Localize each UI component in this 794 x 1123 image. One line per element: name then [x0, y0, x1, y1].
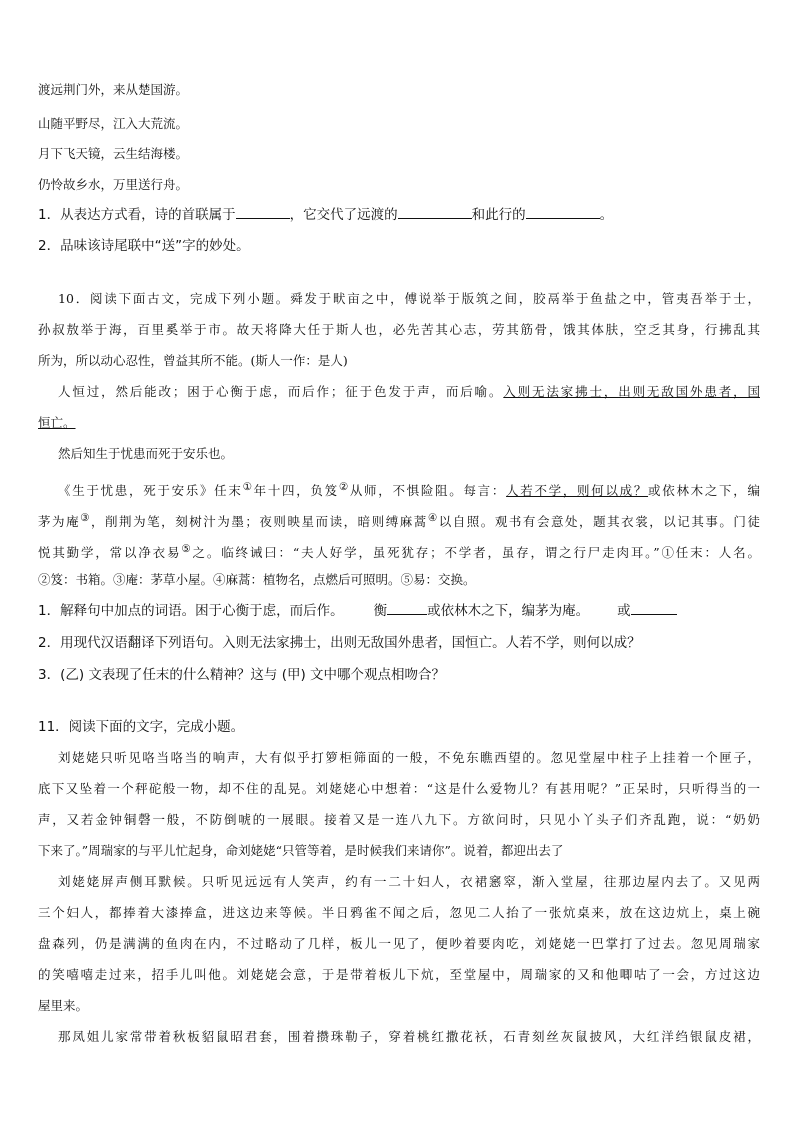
q10-footnotes: ②笈：书箱。③庵：茅草小屋。④麻蒿：植物名，点燃后可照明。⑤易：交换。 — [38, 572, 476, 587]
q9-sub2: 2．品味该诗尾联中“送”字的妙处。 — [38, 238, 250, 254]
q10-para4-line-3 — [38, 540, 760, 562]
q9-sub1-text-a: 1．从表达方式看，诗的首联属于 — [38, 207, 236, 223]
q10-text: 《生于忧患，死于安乐》任末 — [58, 483, 243, 499]
q10-para2-text: 人恒过，然后能改；困于心衡于虑，而后作；征于色发于声，而后喻。 — [58, 384, 504, 399]
q10-sub3: 3．(乙) 文表现了任末的什么精神？这与 (甲) 文中哪个观点相吻合？ — [38, 667, 446, 683]
q9-sub1 — [38, 205, 760, 224]
q10-text: 从师，不惧险阻。每言： — [349, 483, 507, 499]
q11-para2-line-5: 屋里来。 — [38, 998, 89, 1013]
q11-heading: 11．阅读下面的文字，完成小题。 — [38, 719, 245, 735]
footnote-mark: ① — [242, 481, 254, 493]
q10-underlined-sentence: 人若不学，则何以成？ — [506, 483, 649, 499]
q10-text: 茅为庵 — [38, 514, 81, 530]
answer-blank[interactable] — [387, 601, 427, 615]
q11-para1-line-4: 下来了。”周瑞家的与平儿忙起身，命刘姥姥“只管等着，是时候我们来请你”。说着，都迎出去了 — [38, 843, 564, 858]
q9-sub1-text-c: 和此行的 — [471, 207, 526, 223]
footnote-mark: ③ — [80, 512, 91, 524]
footnote-mark: ④ — [427, 512, 439, 524]
q11-para2-line-1: 刘姥姥屏声侧耳默候。只听见远远有人笑声，约有一二十妇人，衣裙窸窣，渐入堂屋，往那边屋内去了。又见两 — [58, 874, 760, 889]
poem-line-4: 仍怜故乡水，万里送行舟。 — [38, 177, 189, 192]
poem-line-3: 月下飞天镜，云生结海楼。 — [38, 146, 189, 161]
q10-para4-line-2 — [38, 509, 760, 531]
q10-text: 或依林木之下，编 — [648, 483, 760, 499]
q10-text: 以自照。观书有会意处，题其衣裳，以记其事。门徒 — [438, 514, 760, 530]
answer-blank[interactable] — [631, 601, 677, 615]
q11-para1-line-3: 声，又若金钟铜磬一般，不防倒唬的一展眼。接着又是一连八九下。方欲问时，只见小丫头子们齐乱跑，说：“奶奶 — [38, 812, 760, 827]
answer-blank[interactable] — [236, 205, 290, 219]
footnote-mark: ② — [338, 481, 350, 493]
q10-para2-line-2: 恒亡。 — [38, 415, 76, 430]
q10-sub1-word-huo: 或 — [617, 603, 631, 619]
q10-passage-line-2: 孙叔敖举于海，百里奚举于市。故天将降大任于斯人也，必先苦其心志，劳其筋骨，饿其体肤，空乏其身，行拂乱其 — [38, 322, 760, 337]
q10-sub1-word-heng: 衡 — [373, 603, 388, 619]
q10-para3: 然后知生于忧患而死于安乐也。 — [58, 446, 234, 461]
q10-sub1-text-a: 1．解释句中加点的词语。困于心衡于虑，而后作。 — [38, 603, 344, 619]
q10-sub1-text-c: 或依林木之下，编茅为庵。 — [427, 603, 590, 619]
q10-text: 之。临终诫曰：“夫人好学，虽死犹存；不学者，虽存，谓之行尸走肉耳。”①任末：人名。 — [192, 545, 760, 561]
q9-sub1-text-b: ，它交代了远渡的 — [289, 207, 398, 223]
q11-para1-line-2: 底下又坠着一个秤砣般一物，却不住的乱晃。刘姥姥心中想着：“这是什么爱物儿？有甚用呢？”正呆时，只听得当的一 — [38, 781, 760, 796]
poem-line-2: 山随平野尽，江入大荒流。 — [38, 116, 189, 131]
poem-line-1: 渡远荆门外，来从楚国游。 — [38, 82, 189, 97]
q11-para2-line-2: 三个妇人，都捧着大漆捧盒，进这边来等候。半日鸦雀不闻之后，忽见二人抬了一张炕桌来，放在这边炕上，桌上碗 — [38, 905, 760, 920]
answer-blank[interactable] — [398, 205, 472, 219]
q10-text: 悦其勤学，常以净衣易 — [38, 545, 182, 561]
q10-text: ，削荆为笔，刻树汁为墨；夜则映星而读，暗则缚麻蒿 — [90, 514, 428, 530]
q10-underlined-sentence: 入则无法家拂士，出则无敌国外患者，国 — [503, 384, 760, 399]
q10-para2-line-1 — [58, 383, 760, 401]
q10-passage-line-1: 10．阅读下面古文，完成下列小题。舜发于畎亩之中，傅说举于版筑之间，胶鬲举于鱼盐之中，管夷吾举于士， — [58, 291, 760, 306]
q11-para2-line-3: 盘森列，仍是满满的鱼肉在内，不过略动了几样，板儿一见了，便吵着要肉吃，刘姥姥一巴掌打了过去。忽见周瑞家 — [38, 936, 760, 951]
q11-para3-line-1: 那凤姐儿家常带着秋板貂鼠昭君套，围着攒珠勒子，穿着桃红撒花袄，石青刻丝灰鼠披风，大红洋绉银鼠皮裙， — [58, 1029, 760, 1044]
footnote-mark: ⑤ — [181, 543, 193, 555]
q10-para4-line-1 — [58, 478, 760, 500]
q11-para2-line-4: 的笑嘻嘻走过来，招手儿叫他。刘姥姥会意，于是带着板儿下炕，至堂屋中，周瑞家的又和他唧咕了一会，方过这边 — [38, 967, 760, 982]
answer-blank[interactable] — [526, 205, 600, 219]
q10-sub2: 2．用现代汉语翻译下列语句。入则无法家拂士，出则无敌国外患者，国恒亡。人若不学，则何以成？ — [38, 635, 641, 651]
q10-text: 年十四，负笈 — [253, 483, 339, 499]
q9-sub1-text-d: 。 — [599, 207, 614, 223]
q10-sub1 — [38, 601, 760, 620]
q10-passage-line-3: 所为，所以动心忍性，曾益其所不能。(斯人一作：是人) — [38, 353, 348, 368]
q11-para1-line-1: 刘姥姥只听见咯当咯当的响声，大有似乎打箩柜筛面的一般，不免东瞧西望的。忽见堂屋中柱子上挂着一个匣子， — [58, 750, 760, 765]
